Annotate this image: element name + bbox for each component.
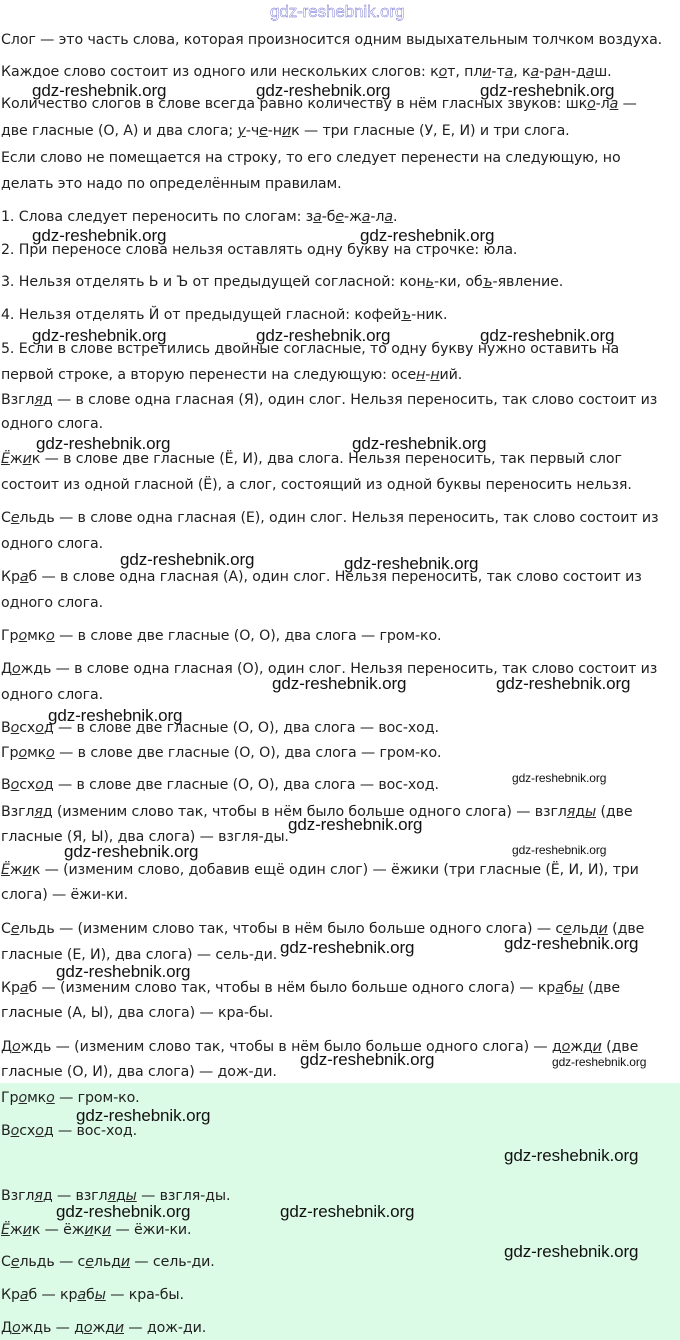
change-line-7: Краб — (изменим слово так, чтобы в нём было больше одного слога) — крабы (две	[1, 980, 621, 996]
analysis-line-8: одного слога.	[1, 595, 103, 611]
site-watermark: gdz-reshebnik.org	[64, 842, 199, 861]
change-line-8: гласные (А, Ы), два слога) — кра-бы.	[1, 1005, 274, 1021]
answer-line-5: Сельдь — сельди — сель-ди.	[1, 1254, 215, 1270]
rule-4: 4. Нельзя отделять Й от предыдущей гласной: кофейъ-ник.	[1, 307, 448, 323]
analysis-line-11: одного слога.	[1, 687, 103, 703]
analysis-line-9: Громко — в слове две гласные (О, О), два слога — гром-ко.	[1, 628, 442, 644]
site-watermark: gdz-reshebnik.org	[256, 326, 391, 345]
site-watermark: gdz-reshebnik.org	[32, 81, 167, 100]
site-watermark: gdz-reshebnik.org	[56, 962, 191, 981]
site-watermark-small: gdz-reshebnik.org	[512, 771, 607, 785]
answer-line-2: Восход — вос-ход.	[1, 1123, 138, 1139]
site-watermark: gdz-reshebnik.org	[32, 326, 167, 345]
site-watermark: gdz-reshebnik.org	[76, 1106, 211, 1125]
rule-2: 2. При переносе слова нельзя оставлять одну букву на строчке: юла.	[1, 242, 518, 258]
theory-line-1: Слог — это часть слова, которая произносится одним выдыхательным толчком воздуха.	[1, 32, 663, 48]
rule-5: 5. Если в слове встретились двойные согласные, то одну букву нужно оставить на	[1, 341, 620, 357]
site-watermark-small: gdz-reshebnik.org	[512, 843, 607, 857]
analysis-line-2: одного слога.	[1, 416, 103, 432]
site-watermark: gdz-reshebnik.org	[272, 674, 407, 693]
site-watermark: gdz-reshebnik.org	[48, 706, 183, 725]
site-watermark-small: gdz-reshebnik.org	[552, 1055, 647, 1069]
site-watermark: gdz-reshebnik.org	[480, 326, 615, 345]
site-watermark: gdz-reshebnik.org	[344, 554, 479, 573]
site-watermark: gdz-reshebnik.org	[288, 815, 423, 834]
answer-line-1: Громко — гром-ко.	[1, 1090, 140, 1106]
site-watermark: gdz-reshebnik.org	[32, 226, 167, 245]
analysis-line-13: Громко — в слове две гласные (О, О), два слога — гром-ко.	[1, 745, 442, 761]
answer-line-7: Дождь — дожди — дож-ди.	[1, 1320, 207, 1336]
change-line-9: Дождь — (изменим слово так, чтобы в нём было больше одного слога) — дожди (две	[1, 1039, 639, 1055]
site-watermark: gdz-reshebnik.org	[56, 1202, 191, 1221]
analysis-line-4: состоит из одной гласной (Ё), а слог, состоящий из одной буквы переносить нельзя.	[1, 477, 632, 493]
analysis-line-14: Восход — в слове две гласные (О, О), два слога — вос-ход.	[1, 777, 439, 793]
analysis-line-10: Дождь — в слове одна гласная (О), один слог. Нельзя переносить, так слово состоит из	[1, 661, 658, 677]
change-line-3: Ёжик — (изменим слово, добавив ещё один слог) — ёжики (три гласные (Ё, И, И), три	[1, 862, 639, 878]
rule-5-cont: первой строке, а вторую перенести на следующую: осен-ний.	[1, 367, 463, 383]
theory-line-4: две гласные (О, А) и два слога; у-че-ник — три гласные (У, Е, И) и три слога.	[1, 123, 570, 139]
site-watermark: gdz-reshebnik.org	[120, 550, 255, 569]
site-watermark: gdz-reshebnik.org	[280, 1202, 415, 1221]
answer-line-3: Взгляд — взгляды — взгля-ды.	[1, 1188, 231, 1204]
analysis-line-7: Краб — в слове одна гласная (А), один слог. Нельзя переносить, так слово состоит из	[1, 569, 642, 585]
site-watermark: gdz-reshebnik.org	[504, 1242, 639, 1261]
site-watermark: gdz-reshebnik.org	[256, 81, 391, 100]
site-watermark: gdz-reshebnik.org	[300, 1050, 435, 1069]
change-line-5: Сельдь — (изменим слово так, чтобы в нём было больше одного слога) — сельди (две	[1, 921, 645, 937]
theory-line-5: Если слово не помещается на строку, то его следует перенести на следующую, но	[1, 150, 621, 166]
site-watermark: gdz-reshebnik.org	[504, 934, 639, 953]
change-line-10: гласные (О, И), два слога) — дож-ди.	[1, 1064, 277, 1080]
site-watermark: gdz-reshebnik.org	[36, 434, 171, 453]
change-line-1: Взгляд (изменим слово так, чтобы в нём было больше одного слога) — взгляды (две	[1, 804, 633, 820]
site-watermark-top: gdz-reshebnik.org	[270, 2, 405, 21]
site-watermark: gdz-reshebnik.org	[504, 1146, 639, 1165]
change-line-4: слога) — ёжи-ки.	[1, 887, 128, 903]
change-line-6: гласные (Е, И), два слога) — сель-ди.	[1, 947, 278, 963]
site-watermark: gdz-reshebnik.org	[280, 938, 415, 957]
analysis-line-1: Взгляд — в слове одна гласная (Я), один слог. Нельзя переносить, так слово состоит из	[1, 392, 658, 408]
analysis-line-12: Восход — в слове две гласные (О, О), два слога — вос-ход.	[1, 720, 439, 736]
theory-line-6: делать это надо по определённым правилам.	[1, 176, 342, 192]
answer-line-6: Краб — крабы — кра-бы.	[1, 1287, 184, 1303]
analysis-line-5: Сельдь — в слове одна гласная (Е), один слог. Нельзя переносить, так слово состоит из	[1, 510, 659, 526]
change-line-2: гласные (Я, Ы), два слога) — взгля-ды.	[1, 829, 289, 845]
site-watermark: gdz-reshebnik.org	[480, 81, 615, 100]
site-watermark: gdz-reshebnik.org	[496, 674, 631, 693]
analysis-line-3: Ёжик — в слове две гласные (Ё, И), два слога. Нельзя переносить, так первый слог	[1, 451, 622, 467]
rule-3: 3. Нельзя отделять Ь и Ъ от предыдущей согласной: конь-ки, объ-явление.	[1, 274, 564, 290]
answer-line-4: Ёжик — ёжики — ёжи-ки.	[1, 1222, 192, 1238]
analysis-line-6: одного слога.	[1, 536, 103, 552]
rule-1: 1. Слова следует переносить по слогам: за-бе-жа-ла.	[1, 209, 398, 225]
theory-line-2: Каждое слово состоит из одного или нескольких слогов: кот, пли-та, ка-ран-даш.	[1, 64, 612, 80]
site-watermark: gdz-reshebnik.org	[352, 434, 487, 453]
theory-line-3: Количество слогов в слове всегда равно количеству в нём гласных звуков: шко-ла —	[1, 96, 637, 112]
site-watermark: gdz-reshebnik.org	[360, 226, 495, 245]
